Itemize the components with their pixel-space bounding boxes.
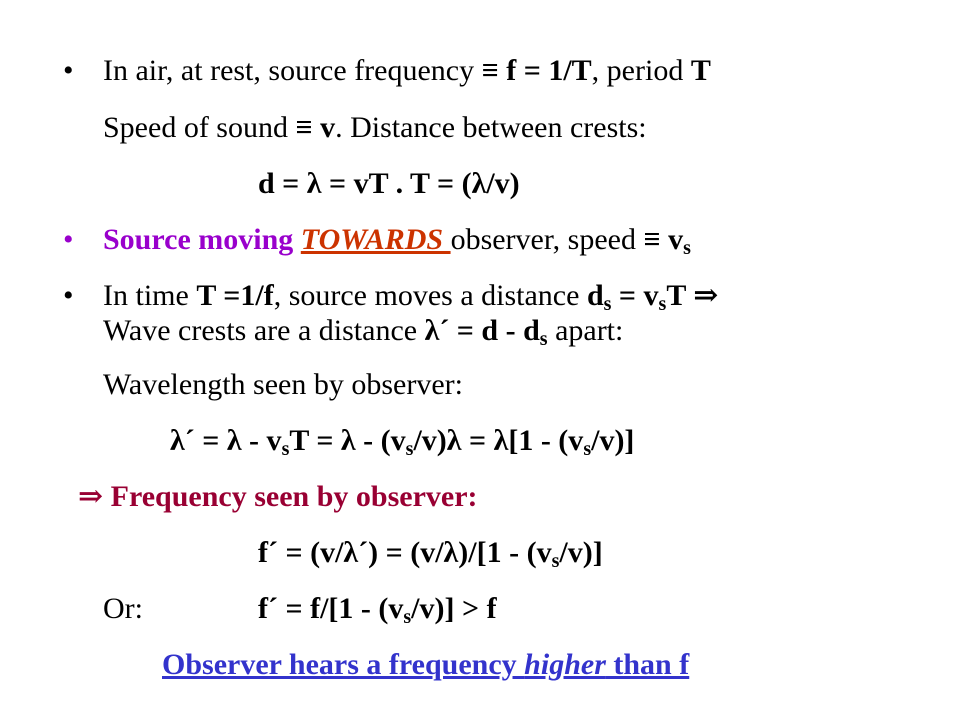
towards-word: TOWARDS — [300, 223, 451, 256]
line-wavelength-seen: Wavelength seen by observer: — [103, 368, 463, 401]
text: In time — [103, 279, 197, 312]
text: apart: — [547, 314, 624, 347]
text: Source moving — [103, 223, 301, 256]
bullet-marker: • — [63, 279, 74, 312]
heading-frequency-seen — [78, 480, 478, 514]
equation-crest-distance: d = λ = vT . T = (λ/v) — [258, 167, 520, 200]
formula: $v_s$ — [660, 223, 691, 259]
bullet-marker: • — [63, 223, 74, 256]
equiv-symbol: ≡ — [643, 223, 661, 256]
conclusion-higher-frequency: Observer hears a frequency higher than f — [162, 648, 690, 681]
text: observer, speed — [450, 223, 644, 256]
equation-frequency-alt: f´ = $f/[1 - (v_s/v)] > f$ — [258, 592, 497, 628]
equiv-symbol: ≡ — [295, 111, 313, 144]
bullet-marker: • — [63, 54, 74, 87]
formula: $d_s = v_sT$ ⇒ — [586, 279, 719, 315]
equation-frequency: f´ = (v/λ´) = $(v/\lambda)/[1 - (v_s/v)]$ — [258, 536, 603, 572]
formula: λ´ = d - $d_s$ — [424, 314, 548, 350]
text: Wave crests are a distance — [103, 314, 425, 347]
equation-wavelength: λ´ = $\lambda - v_sT = \lambda - (v_s/v)\lambda = \lambda[1 - (v_s/v)]$ — [170, 424, 635, 460]
formula: v — [312, 111, 336, 144]
equiv-symbol: ≡ — [481, 54, 499, 87]
text: Frequency seen by observer: — [103, 480, 478, 513]
label-or: Or: — [103, 592, 143, 625]
text: . Distance between crests: — [335, 111, 647, 144]
text: In air, at rest, source frequency — [103, 54, 482, 87]
implies-arrow: ⇒ — [693, 279, 719, 312]
implies-arrow: ⇒ — [78, 480, 104, 513]
formula: T =1/f — [196, 279, 274, 312]
text: Speed of sound — [103, 111, 296, 144]
formula: f = 1/T — [498, 54, 592, 87]
line-wave-crests — [103, 314, 623, 348]
line-source-frequency — [103, 54, 711, 88]
line-speed-of-sound — [103, 111, 647, 145]
text: , source moves a distance — [273, 279, 587, 312]
line-source-moves-distance — [103, 279, 718, 313]
text: , period — [591, 54, 691, 87]
line-source-moving — [103, 223, 691, 257]
formula: T — [690, 54, 711, 87]
